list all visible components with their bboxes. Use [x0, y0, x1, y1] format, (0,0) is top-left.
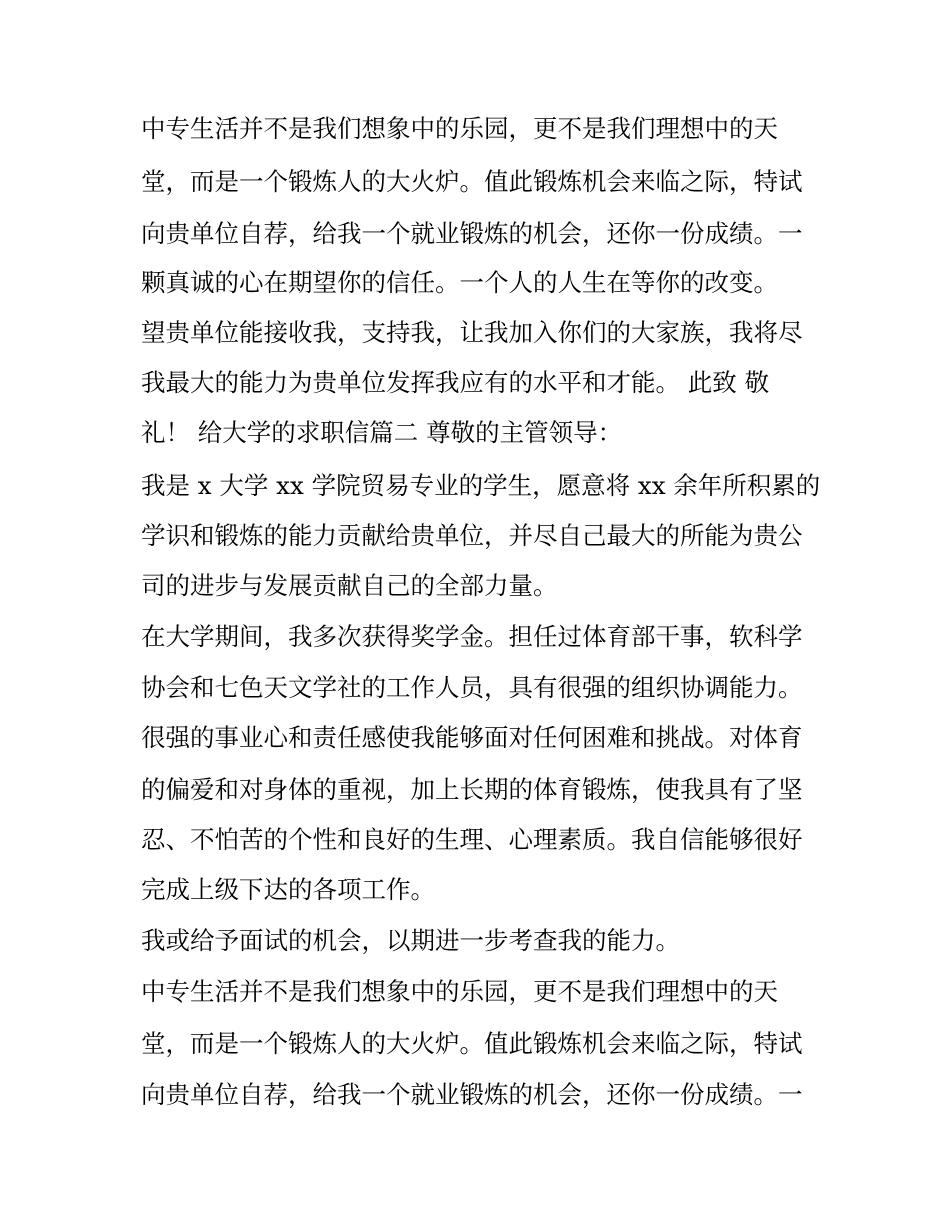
text-line: 协会和七色天文学社的工作人员，具有很强的组织协调能力。 — [141, 673, 803, 702]
text-line: 的偏爱和对身体的重视，加上长期的体育锻炼，使我具有了坚 — [141, 775, 803, 804]
text-line: 堂，而是一个锻炼人的大火炉。值此锻炼机会来临之际，特试 — [141, 1029, 803, 1058]
text-line: 司的进步与发展贡献自己的全部力量。 — [141, 571, 558, 600]
text-line: 向贵单位自荐，给我一个就业锻炼的机会，还你一份成绩。一 — [141, 1080, 803, 1109]
text-line: 堂，而是一个锻炼人的大火炉。值此锻炼机会来临之际，特试 — [141, 167, 803, 196]
text-line: 颗真诚的心在期望你的信任。一个人的人生在等你的改变。 — [141, 268, 778, 297]
text-line: 我或给予面试的机会，以期进一步考查我的能力。 — [141, 926, 680, 955]
text-line: 向贵单位自荐，给我一个就业锻炼的机会，还你一份成绩。一 — [141, 219, 803, 248]
text-line: 望贵单位能接收我，支持我，让我加入你们的大家族，我将尽 — [141, 318, 803, 347]
text-line: 我是 x 大学 xx 学院贸易专业的学生，愿意将 xx 余年所积累的 — [141, 471, 821, 500]
text-line: 中专生活并不是我们想象中的乐园，更不是我们理想中的天 — [141, 977, 778, 1006]
text-line: 学识和锻炼的能力贡献给贵单位，并尽自己最大的所能为贵公 — [141, 521, 803, 550]
text-line: 礼！ 给大学的求职信篇二 尊敬的主管领导： — [141, 418, 623, 447]
text-line: 很强的事业心和责任感使我能够面对任何困难和挑战。对体育 — [141, 723, 803, 752]
text-line: 忍、不怕苦的个性和良好的生理、心理素质。我自信能够很好 — [141, 825, 803, 854]
text-line: 中专生活并不是我们想象中的乐园，更不是我们理想中的天 — [141, 114, 778, 143]
text-line: 完成上级下达的各项工作。 — [141, 875, 435, 904]
text-line: 在大学期间，我多次获得奖学金。担任过体育部干事，软科学 — [141, 622, 803, 651]
text-line: 我最大的能力为贵单位发挥我应有的水平和才能。 此致 敬 — [141, 368, 770, 397]
